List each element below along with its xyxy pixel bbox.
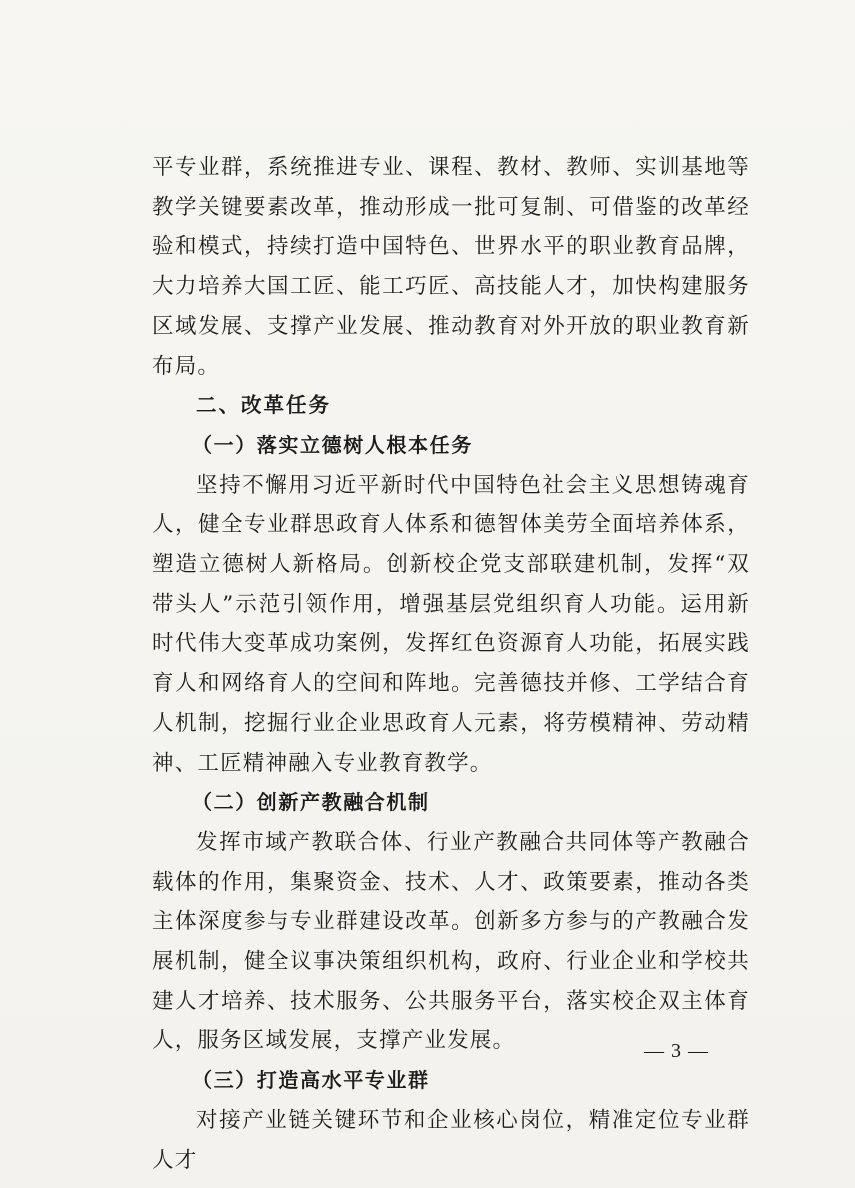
paragraph-industry-education-integration: 发挥市域产教联合体、行业产教融合共同体等产教融合载体的作用，集聚资金、技术、人才、政策要素，推动各类主体深度参与专业群建设改革。创新多方参与的产教融合发展机制，健全议事决策组织机构，政府、行业企业和学校共建人才培养、技术服务、公共服务平台，落实校企双主体育人，服务区域发展，支撑产业发展。 [152,829,750,1054]
subheading-professional-group: （三）打造高水平专业群 [192,1068,430,1093]
paragraph-professional-group: 对接产业链关键环节和企业核心岗位，精准定位专业群人才 [152,1107,750,1173]
paragraph-intro-continued: 平专业群，系统推进专业、课程、教材、教师、实训基地等教学关键要素改革，推动形成一批可复制、可借鉴的改革经验和模式，持续打造中国特色、世界水平的职业教育品牌，大力培养大国工匠、能工巧匠、高技能人才，加快构建服务区域发展、支撑产业发展、推动教育对外开放的职业教育新布局。 [152,155,750,379]
subheading-industry-education-integration: （二）创新产教融合机制 [192,790,430,815]
subheading-moral-education: （一）落实立德树人根本任务 [192,432,473,457]
paragraph-moral-education: 坚持不懈用习近平新时代中国特色社会主义思想铸魂育人，健全专业群思政育人体系和德智体美劳全面培养体系，塑造立德树人新格局。创新校企党支部联建机制，发挥“双带头人”示范引领作用，增强基层党组织育人功能。运用新时代伟大变革成功案例，发挥红色资源育人功能，拓展实践育人和网络育人的空间和阵地。完善德技并修、工学结合育人机制，挖掘行业企业思政育人元素，将劳模精神、劳动精神、工匠精神融入专业教育教学。 [152,472,750,776]
section-heading-reform-tasks: 二、改革任务 [196,393,331,418]
page-number: — 3 — [644,1040,709,1062]
document-body [152,148,750,1180]
